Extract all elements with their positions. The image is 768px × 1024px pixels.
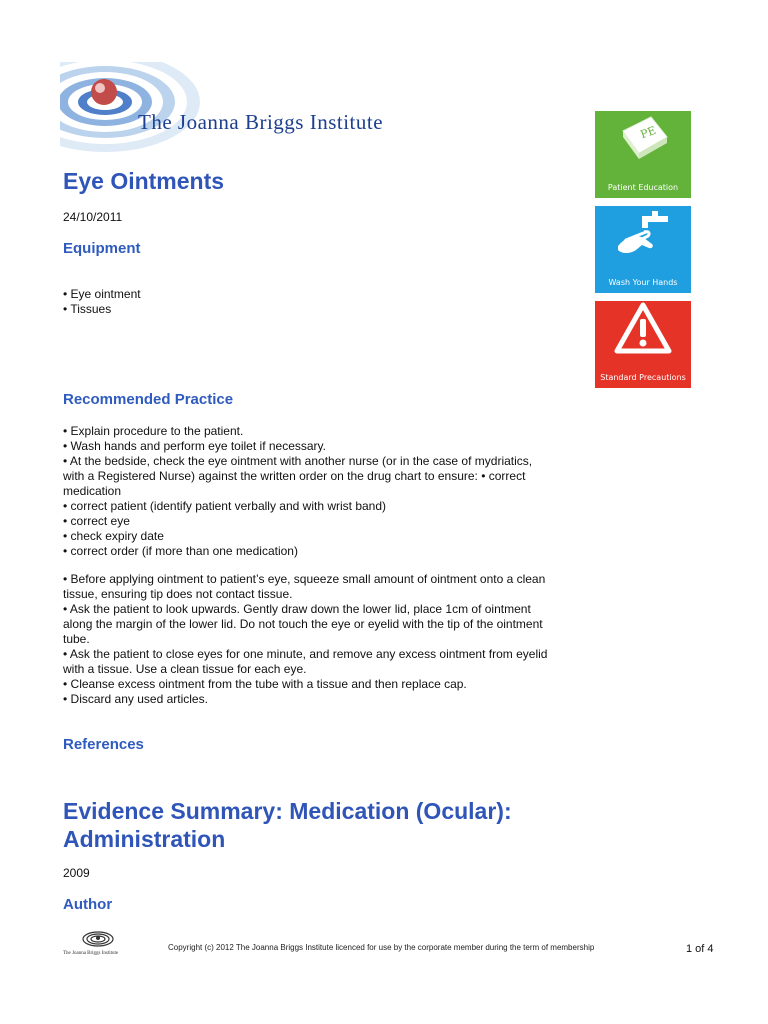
list-item: medication [63, 484, 122, 498]
list-item: • correct patient (identify patient verbally and with wrist band) [63, 499, 387, 513]
list-item: with a Registered Nurse) against the written order on the drug chart to ensure: • correct [63, 469, 526, 483]
list-item: • Ask the patient to close eyes for one minute, and remove any excess ointment from eyelid [63, 647, 548, 661]
info-tiles [595, 103, 691, 392]
evidence-summary-title: Evidence Summary: Medication (Ocular): Administration [63, 798, 512, 852]
page-title: Eye Ointments [63, 168, 225, 194]
list-item: tube. [63, 632, 90, 646]
practice-list-2 [63, 572, 583, 707]
list-item: • At the bedside, check the eye ointment with another nurse (or in the case of mydriatics, [63, 454, 533, 468]
equipment-list [63, 287, 583, 317]
page-footer [0, 930, 768, 970]
tile-patient-education [595, 111, 691, 198]
document-date: 24/10/2011 [63, 210, 123, 224]
list-item: • Eye ointment [63, 287, 141, 301]
recommended-practice-heading: Recommended Practice [63, 391, 234, 408]
practice-list-1 [63, 424, 583, 559]
tile-label: Patient Education [607, 183, 679, 192]
book-icon [613, 111, 673, 166]
list-item: tissue, ensuring tip does not contact tissue. [63, 587, 293, 601]
references-heading: References [63, 736, 144, 753]
list-item: • Cleanse excess ointment from the tube with a tissue and then replace cap. [63, 677, 467, 691]
tile-label: Standard Precautions [600, 373, 686, 382]
tile-standard-precautions [595, 301, 691, 388]
list-item: • correct order (if more than one medication) [63, 544, 298, 558]
warning-icon [613, 301, 673, 356]
copyright-notice: Copyright (c) 2012 The Joanna Briggs Institute licenced for use by the corporate member during the term of membership [168, 943, 595, 952]
evidence-year: 2009 [63, 866, 90, 880]
list-item: • Before applying ointment to patient’s eye, squeeze small amount of ointment onto a clean [63, 572, 546, 586]
list-item: • Wash hands and perform eye toilet if necessary. [63, 439, 326, 453]
equipment-heading: Equipment [63, 240, 141, 257]
svg-text:PE: PE [638, 123, 658, 142]
tile-label: Wash Your Hands [608, 278, 678, 287]
list-item: along the margin of the lower lid. Do not touch the eye or eyelid with the tip of the ointment [63, 617, 543, 631]
hand-wash-icon [608, 206, 678, 261]
list-item: • correct eye [63, 514, 130, 528]
list-item: • Ask the patient to look upwards. Gently draw down the lower lid, place 1cm of ointment [63, 602, 531, 616]
list-item: • Tissues [63, 302, 112, 316]
author-heading: Author [63, 896, 113, 913]
list-item: • Explain procedure to the patient. [63, 424, 244, 438]
jbi-logo-text: The Joanna Briggs Institute [138, 110, 384, 134]
footer-logo-text: The Joanna Briggs Institute [63, 951, 119, 956]
jbi-logo-small-icon [63, 930, 133, 952]
list-item: with a tissue. Use a clean tissue for each eye. [63, 662, 307, 676]
list-item: • check expiry date [63, 529, 164, 543]
list-item: • Discard any used articles. [63, 692, 208, 706]
page-number: 1 of 4 [686, 943, 714, 955]
tile-wash-your-hands [595, 206, 691, 293]
